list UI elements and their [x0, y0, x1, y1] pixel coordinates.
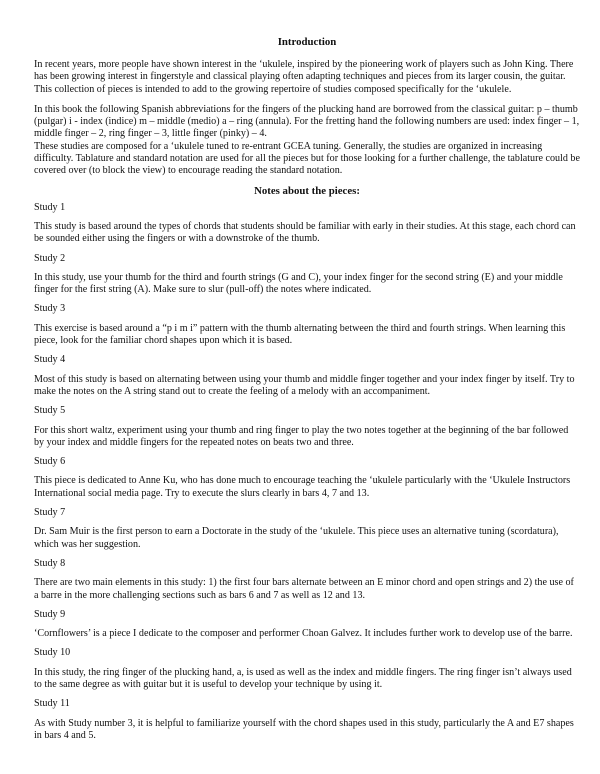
study-heading: Study 11 [34, 698, 70, 710]
study-text: This study is based around the types of chords that students should be familiar with early in their studies. At this stage, each chord can be sounded either using the fingers or with a downstroke of the thumb. [34, 220, 576, 245]
study-heading: Study 7 [34, 507, 66, 519]
study-text: Most of this study is based on alternating between using your thumb and middle finger together and your index finger by itself. Try to make the notes on the A string stand out to create the feeling of a melody with an accompaniment. [34, 373, 575, 397]
study-11 [34, 698, 580, 742]
study-heading: Study 6 [34, 456, 66, 468]
page-title: Introduction [277, 36, 337, 48]
study-text: ‘Cornflowers’ is a piece I dedicate to the composer and performer Choan Galvez. It includes further work to develop use of the barre. [34, 628, 573, 640]
study-text: As with Study number 3, it is helpful to familiarize yourself with the chord shapes used in this study, particularly the A and E7 shapes in bars 4 and 5. [34, 717, 574, 741]
study-heading: Study 3 [34, 303, 66, 315]
intro-paragraph-1: In recent years, more people have shown interest in the ‘ukulele, inspired by the pioneering work of players such as John King. There has been growing interest in fingerstyle and classical playing often adapting techniques and pieces from its larger cousin, the guitar. This collection of pieces is intended to add to the growing repertoire of studies composed specifically for the ‘ukulele. [34, 59, 574, 95]
study-8 [34, 558, 580, 602]
study-heading: Study 2 [34, 252, 66, 264]
study-heading: Study 10 [34, 647, 71, 659]
study-text: This piece is dedicated to Anne Ku, who has done much to encourage teaching the ‘ukulele particularly with the ‘Ukulele Instructors International social media page. Try to execute the slurs clearly in bars 4, 7 and 13. [34, 475, 571, 499]
study-text: This exercise is based around a “p i m i” pattern with the thumb alternating between the third and fourth strings. When learning this piece, look for the familiar chord shapes upon which it is based. [34, 322, 566, 347]
intro-paragraph-3: These studies are composed for a ‘ukulele tuned to re-entrant GCEA tuning. Generally, the studies are organized in increasing difficulty. Tablature and standard notation are used for all the pieces but for those looking for a further challenge, the tablature could be covered over (to block the view) to encourage reading the standard notation. [34, 140, 580, 177]
study-text: In this study, the ring finger of the plucking hand, a, is used as well as the index and middle fingers. The ring finger isn’t always used to the same degree as with guitar but it is useful to develop your technique by using it. [34, 666, 572, 690]
study-10 [34, 647, 580, 691]
study-1 [34, 202, 580, 246]
study-4 [34, 354, 580, 398]
study-5 [34, 405, 580, 449]
study-text: In this study, use your thumb for the third and fourth strings (G and C), your index finger for the second string (E) and your middle finger for the first string (A). Make sure to slur (pull-off) the notes where indicated. [34, 271, 563, 296]
study-text: There are two main elements in this study: 1) the first four bars alternate between an E minor chord and open strings and 2) the use of a barre in the more challenging sections such as bars 6 and 7 as well as 12 and 13. [34, 577, 574, 601]
study-heading: Study 1 [34, 201, 66, 213]
study-2 [34, 253, 580, 297]
study-3 [34, 303, 580, 347]
study-heading: Study 8 [34, 557, 66, 569]
study-6 [34, 456, 580, 500]
study-heading: Study 5 [34, 405, 66, 417]
study-text: For this short waltz, experiment using your thumb and ring finger to play the two notes together at the beginning of the bar followed by your index and middle fingers for the repeated notes on beats two and three. [34, 424, 569, 448]
study-heading: Study 4 [34, 354, 66, 366]
notes-heading: Notes about the pieces: [254, 184, 360, 197]
study-heading: Study 9 [34, 608, 66, 620]
study-text: Dr. Sam Muir is the first person to earn a Doctorate in the study of the ‘ukulele. This piece uses an alternative tuning (scordatura), which was her suggestion. [34, 526, 559, 550]
study-7 [34, 507, 580, 551]
intro-paragraph-2: In this book the following Spanish abbreviations for the fingers of the plucking hand are borrowed from the classical guitar: p – thumb (pulgar) i - index (indice) m – middle (medio) a – ring (annula). For the fretting hand the following numbers are used: index finger – 1, middle finger – 2, ring finger – 3, little finger (pinky) – 4. [34, 103, 580, 140]
study-9 [34, 609, 580, 641]
